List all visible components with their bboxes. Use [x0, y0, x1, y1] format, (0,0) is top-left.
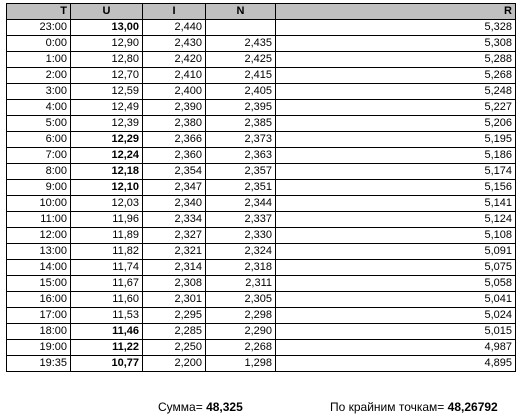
- cell-n: 2,395: [206, 100, 276, 116]
- cell-t: 6:00: [7, 132, 71, 148]
- cell-u: 11,74: [71, 260, 143, 276]
- cell-n: 2,363: [206, 148, 276, 164]
- cell-t: 15:00: [7, 276, 71, 292]
- cell-u: 11,96: [71, 212, 143, 228]
- cell-t: 23:00: [7, 20, 71, 36]
- cell-t: 3:00: [7, 84, 71, 100]
- table-row: [7, 276, 516, 292]
- cell-n: 2,344: [206, 196, 276, 212]
- cell-u: 11,60: [71, 292, 143, 308]
- cell-n: 2,324: [206, 244, 276, 260]
- table-row: [7, 324, 516, 340]
- cell-n: 2,405: [206, 84, 276, 100]
- cell-u: 11,67: [71, 276, 143, 292]
- cell-u: 12,80: [71, 52, 143, 68]
- cell-r: 5,268: [276, 68, 516, 84]
- table-row: [7, 164, 516, 180]
- cell-i: 2,410: [143, 68, 206, 84]
- data-table: [6, 3, 516, 372]
- cell-t: 2:00: [7, 68, 71, 84]
- cell-r: 5,308: [276, 36, 516, 52]
- cell-i: 2,308: [143, 276, 206, 292]
- cell-n: 2,373: [206, 132, 276, 148]
- cell-r: 5,075: [276, 260, 516, 276]
- cell-i: 2,354: [143, 164, 206, 180]
- cell-i: 2,334: [143, 212, 206, 228]
- cell-t: 12:00: [7, 228, 71, 244]
- cell-t: 19:35: [7, 356, 71, 372]
- header-u: U: [71, 4, 143, 20]
- cell-u: 12,59: [71, 84, 143, 100]
- cell-u: 12,90: [71, 36, 143, 52]
- table-row: [7, 244, 516, 260]
- cell-r: 5,024: [276, 308, 516, 324]
- cell-u: 11,82: [71, 244, 143, 260]
- cell-t: 18:00: [7, 324, 71, 340]
- cell-u: 11,89: [71, 228, 143, 244]
- cell-r: 5,108: [276, 228, 516, 244]
- cell-n: 2,330: [206, 228, 276, 244]
- cell-r: 5,041: [276, 292, 516, 308]
- cell-t: 16:00: [7, 292, 71, 308]
- cell-i: 2,390: [143, 100, 206, 116]
- sum-label: Сумма=: [158, 400, 203, 414]
- cell-n: 2,311: [206, 276, 276, 292]
- cell-t: 7:00: [7, 148, 71, 164]
- sum-value: 48,325: [206, 400, 243, 414]
- table-row: [7, 196, 516, 212]
- cell-r: 5,058: [276, 276, 516, 292]
- cell-u: 11,22: [71, 340, 143, 356]
- cell-n: 2,425: [206, 52, 276, 68]
- cell-u: 10,77: [71, 356, 143, 372]
- cell-u: 12,29: [71, 132, 143, 148]
- cell-t: 1:00: [7, 52, 71, 68]
- cell-r: 5,206: [276, 116, 516, 132]
- cell-t: 17:00: [7, 308, 71, 324]
- cell-i: 2,250: [143, 340, 206, 356]
- cell-t: 8:00: [7, 164, 71, 180]
- cell-i: 2,430: [143, 36, 206, 52]
- cell-i: 2,301: [143, 292, 206, 308]
- cell-i: 2,366: [143, 132, 206, 148]
- cell-i: 2,347: [143, 180, 206, 196]
- cell-r: 5,186: [276, 148, 516, 164]
- cell-u: 12,70: [71, 68, 143, 84]
- cell-n: 2,357: [206, 164, 276, 180]
- cell-t: 11:00: [7, 212, 71, 228]
- cell-r: 5,248: [276, 84, 516, 100]
- cell-i: 2,327: [143, 228, 206, 244]
- cell-t: 9:00: [7, 180, 71, 196]
- table-row: [7, 84, 516, 100]
- cell-t: 10:00: [7, 196, 71, 212]
- cell-u: 12,39: [71, 116, 143, 132]
- table-row: [7, 356, 516, 372]
- header-r: R: [276, 4, 516, 20]
- cell-r: 5,124: [276, 212, 516, 228]
- edge-value: 48,26792: [447, 400, 498, 414]
- cell-u: 12,18: [71, 164, 143, 180]
- cell-r: 5,141: [276, 196, 516, 212]
- cell-i: 2,420: [143, 52, 206, 68]
- cell-r: 5,156: [276, 180, 516, 196]
- edge-points-total: [330, 400, 498, 414]
- table-row: [7, 116, 516, 132]
- cell-n: 2,351: [206, 180, 276, 196]
- cell-r: 5,195: [276, 132, 516, 148]
- cell-r: 5,174: [276, 164, 516, 180]
- cell-t: 4:00: [7, 100, 71, 116]
- cell-r: 5,015: [276, 324, 516, 340]
- table-row: [7, 20, 516, 36]
- cell-n: 1,298: [206, 356, 276, 372]
- cell-i: 2,321: [143, 244, 206, 260]
- cell-t: 5:00: [7, 116, 71, 132]
- cell-n: 2,268: [206, 340, 276, 356]
- cell-t: 19:00: [7, 340, 71, 356]
- cell-i: 2,440: [143, 20, 206, 36]
- cell-u: 13,00: [71, 20, 143, 36]
- cell-n: 2,298: [206, 308, 276, 324]
- cell-n: 2,305: [206, 292, 276, 308]
- cell-i: 2,340: [143, 196, 206, 212]
- table-row: [7, 212, 516, 228]
- cell-n: 2,435: [206, 36, 276, 52]
- cell-n: [206, 20, 276, 36]
- cell-i: 2,400: [143, 84, 206, 100]
- table-row: [7, 180, 516, 196]
- cell-i: 2,285: [143, 324, 206, 340]
- cell-n: 2,385: [206, 116, 276, 132]
- cell-r: 5,227: [276, 100, 516, 116]
- cell-r: 5,288: [276, 52, 516, 68]
- header-i: I: [143, 4, 206, 20]
- cell-r: 5,328: [276, 20, 516, 36]
- table-row: [7, 260, 516, 276]
- table-row: [7, 36, 516, 52]
- cell-i: 2,314: [143, 260, 206, 276]
- table-row: [7, 292, 516, 308]
- cell-u: 11,53: [71, 308, 143, 324]
- table-row: [7, 52, 516, 68]
- table-row: [7, 132, 516, 148]
- cell-t: 0:00: [7, 36, 71, 52]
- table-row: [7, 100, 516, 116]
- cell-i: 2,200: [143, 356, 206, 372]
- cell-r: 4,987: [276, 340, 516, 356]
- cell-n: 2,318: [206, 260, 276, 276]
- cell-i: 2,295: [143, 308, 206, 324]
- cell-u: 12,10: [71, 180, 143, 196]
- cell-u: 12,03: [71, 196, 143, 212]
- cell-n: 2,415: [206, 68, 276, 84]
- table-row: [7, 228, 516, 244]
- header-t: T: [7, 4, 71, 20]
- header-n: N: [206, 4, 276, 20]
- sum-total: [158, 400, 243, 414]
- edge-label: По крайним точкам=: [330, 400, 445, 414]
- cell-n: 2,290: [206, 324, 276, 340]
- cell-u: 11,46: [71, 324, 143, 340]
- cell-n: 2,337: [206, 212, 276, 228]
- table-row: [7, 340, 516, 356]
- cell-r: 5,091: [276, 244, 516, 260]
- cell-i: 2,380: [143, 116, 206, 132]
- cell-t: 14:00: [7, 260, 71, 276]
- table-row: [7, 68, 516, 84]
- table-row: [7, 148, 516, 164]
- cell-u: 12,49: [71, 100, 143, 116]
- header-row: [7, 4, 516, 20]
- cell-i: 2,360: [143, 148, 206, 164]
- table-row: [7, 308, 516, 324]
- cell-t: 13:00: [7, 244, 71, 260]
- cell-u: 12,24: [71, 148, 143, 164]
- cell-r: 4,895: [276, 356, 516, 372]
